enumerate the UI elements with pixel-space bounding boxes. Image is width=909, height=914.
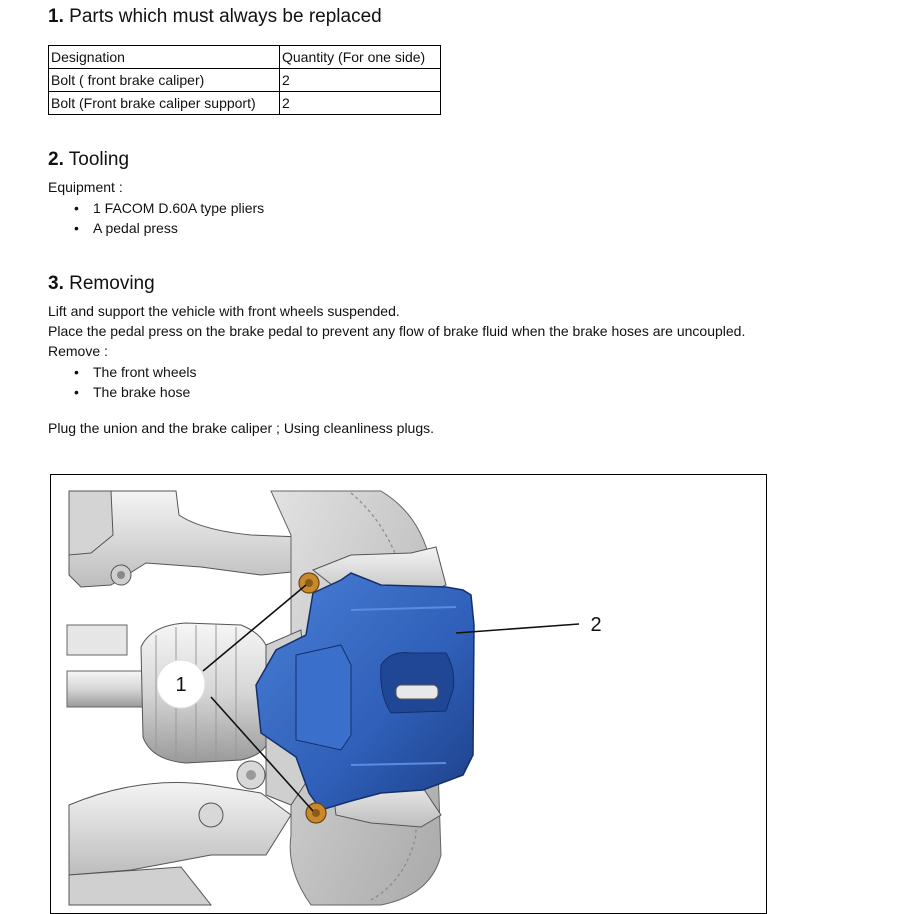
removing-step-remove: Remove : [48,343,108,359]
section-heading-removing [48,273,155,295]
section-heading-tooling [48,149,129,171]
section-number: 3. [48,273,64,294]
table-row [49,92,441,115]
table-header-designation: Designation [49,46,280,69]
removing-step-plug: Plug the union and the brake caliper ; Using cleanliness plugs. [48,420,435,436]
table-header-quantity: Quantity (For one side) [280,46,441,69]
section-number: 2. [48,149,64,170]
callout-label-1: 1 [175,674,187,696]
section-title: Parts which must always be replaced [69,6,382,27]
list-item: • The front wheels [74,362,197,382]
section-number: 1. [48,6,64,27]
removing-step-pedal-press: Place the pedal press on the brake pedal to prevent any flow of brake fluid when the brake hoses are uncoupled. [48,323,746,339]
callout-label-2: 2 [590,614,602,636]
list-item: • 1 FACOM D.60A type pliers [74,198,264,218]
list-item: • The brake hose [74,382,197,402]
section-title: Tooling [68,149,130,170]
table-header-row [49,46,441,69]
table-cell-designation: Bolt (Front brake caliper support) [49,92,280,115]
equipment-list [74,198,264,238]
table-cell-designation: Bolt ( front brake caliper) [49,69,280,92]
callout-1 [157,660,205,708]
section-title: Removing [69,273,155,294]
list-item: • A pedal press [74,218,264,238]
removing-step-lift: Lift and support the vehicle with front wheels suspended. [48,303,400,319]
table-row [49,69,441,92]
remove-list [74,362,197,402]
parts-table [48,45,441,115]
table-cell-quantity: 2 [280,69,441,92]
section-heading-parts [48,6,382,28]
callout-2 [590,614,601,636]
table-cell-quantity: 2 [280,92,441,115]
equipment-intro: Equipment : [48,179,123,195]
caliper-drawing [51,475,767,914]
brake-caliper-illustration [50,474,767,914]
